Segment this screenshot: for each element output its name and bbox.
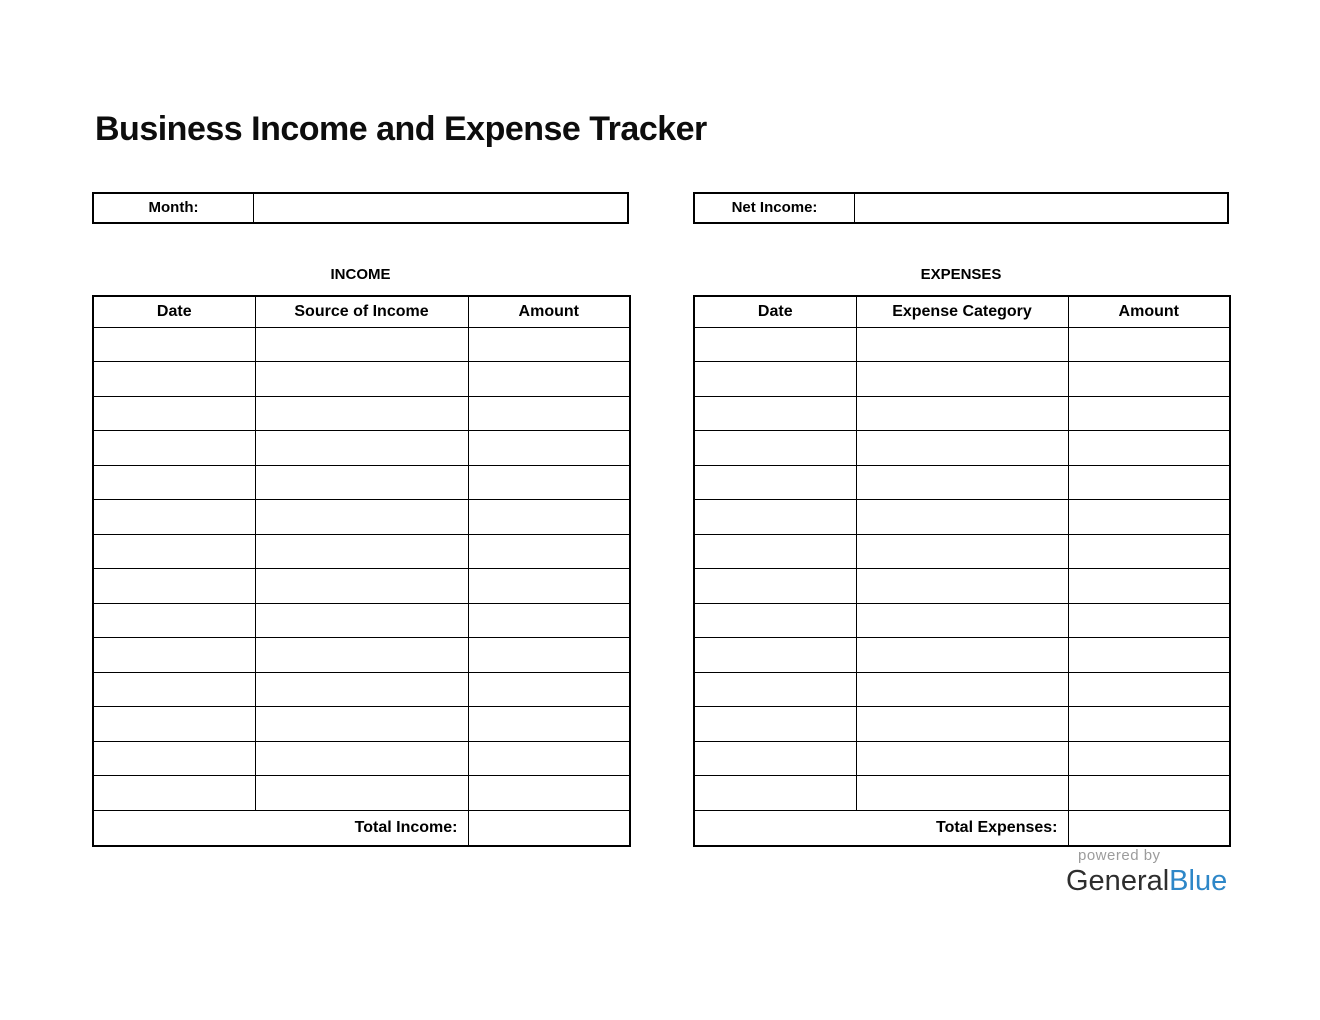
empty-cell[interactable] xyxy=(694,362,856,397)
empty-cell[interactable] xyxy=(856,672,1068,707)
empty-cell[interactable] xyxy=(93,465,255,500)
table-row xyxy=(93,672,630,707)
income-col-date: Date xyxy=(93,296,255,327)
empty-cell[interactable] xyxy=(468,327,630,362)
net-income-value-cell[interactable] xyxy=(855,194,1227,222)
table-row xyxy=(694,431,1230,466)
empty-cell[interactable] xyxy=(255,776,468,811)
table-row xyxy=(694,327,1230,362)
empty-cell[interactable] xyxy=(694,396,856,431)
table-row xyxy=(694,534,1230,569)
net-income-label: Net Income: xyxy=(695,194,855,222)
table-row xyxy=(93,362,630,397)
empty-cell[interactable] xyxy=(856,603,1068,638)
empty-cell[interactable] xyxy=(856,741,1068,776)
empty-cell[interactable] xyxy=(856,707,1068,742)
empty-cell[interactable] xyxy=(856,500,1068,535)
empty-cell[interactable] xyxy=(1068,707,1230,742)
empty-cell[interactable] xyxy=(694,707,856,742)
empty-cell[interactable] xyxy=(93,776,255,811)
empty-cell[interactable] xyxy=(255,672,468,707)
expenses-table xyxy=(693,295,1231,847)
expenses-section-title: EXPENSES xyxy=(920,266,1002,283)
expenses-total-row xyxy=(694,810,1230,846)
month-value-cell[interactable] xyxy=(254,194,627,222)
empty-cell[interactable] xyxy=(93,569,255,604)
expenses-col-date: Date xyxy=(694,296,856,327)
footer-brand xyxy=(1066,847,1228,897)
empty-cell[interactable] xyxy=(694,638,856,673)
expenses-table-body xyxy=(694,327,1230,810)
empty-cell[interactable] xyxy=(255,362,468,397)
empty-cell[interactable] xyxy=(255,465,468,500)
table-row xyxy=(93,741,630,776)
empty-cell[interactable] xyxy=(1068,431,1230,466)
empty-cell[interactable] xyxy=(856,396,1068,431)
empty-cell[interactable] xyxy=(694,431,856,466)
empty-cell[interactable] xyxy=(1068,534,1230,569)
empty-cell[interactable] xyxy=(468,362,630,397)
empty-cell[interactable] xyxy=(468,534,630,569)
empty-cell[interactable] xyxy=(1068,327,1230,362)
empty-cell[interactable] xyxy=(93,672,255,707)
table-row xyxy=(93,465,630,500)
table-row xyxy=(93,603,630,638)
expenses-col-amount: Amount xyxy=(1068,296,1230,327)
empty-cell[interactable] xyxy=(694,603,856,638)
empty-cell[interactable] xyxy=(1068,672,1230,707)
empty-cell[interactable] xyxy=(856,776,1068,811)
empty-cell[interactable] xyxy=(468,603,630,638)
empty-cell[interactable] xyxy=(1068,500,1230,535)
empty-cell[interactable] xyxy=(255,741,468,776)
empty-cell[interactable] xyxy=(468,396,630,431)
expenses-header-row xyxy=(694,296,1230,327)
empty-cell[interactable] xyxy=(468,741,630,776)
month-field-box xyxy=(92,192,629,224)
empty-cell[interactable] xyxy=(468,431,630,466)
empty-cell[interactable] xyxy=(93,396,255,431)
empty-cell[interactable] xyxy=(255,603,468,638)
table-row xyxy=(694,707,1230,742)
empty-cell[interactable] xyxy=(694,500,856,535)
empty-cell[interactable] xyxy=(468,569,630,604)
brand-logo-general: General xyxy=(1066,865,1170,897)
empty-cell[interactable] xyxy=(93,431,255,466)
empty-cell[interactable] xyxy=(694,776,856,811)
empty-cell[interactable] xyxy=(1068,362,1230,397)
empty-cell[interactable] xyxy=(255,534,468,569)
empty-cell[interactable] xyxy=(93,327,255,362)
table-row xyxy=(694,603,1230,638)
empty-cell[interactable] xyxy=(856,534,1068,569)
empty-cell[interactable] xyxy=(856,431,1068,466)
table-row xyxy=(93,707,630,742)
income-col-amount: Amount xyxy=(468,296,630,327)
empty-cell[interactable] xyxy=(93,638,255,673)
income-header-row xyxy=(93,296,630,327)
income-total-label: Total Income: xyxy=(93,810,468,846)
empty-cell[interactable] xyxy=(468,672,630,707)
empty-cell[interactable] xyxy=(93,707,255,742)
empty-cell[interactable] xyxy=(856,638,1068,673)
empty-cell[interactable] xyxy=(856,327,1068,362)
empty-cell[interactable] xyxy=(1068,776,1230,811)
table-row xyxy=(694,776,1230,811)
table-row xyxy=(694,638,1230,673)
income-table-body xyxy=(93,327,630,810)
empty-cell[interactable] xyxy=(694,534,856,569)
brand-logo xyxy=(1066,865,1228,897)
table-row xyxy=(694,500,1230,535)
income-col-source: Source of Income xyxy=(255,296,468,327)
month-label: Month: xyxy=(94,194,254,222)
empty-cell[interactable] xyxy=(255,327,468,362)
empty-cell[interactable] xyxy=(468,638,630,673)
brand-logo-blue: Blue xyxy=(1169,865,1228,897)
empty-cell[interactable] xyxy=(255,431,468,466)
net-income-field-box xyxy=(693,192,1229,224)
table-row xyxy=(694,672,1230,707)
empty-cell[interactable] xyxy=(694,569,856,604)
empty-cell[interactable] xyxy=(856,362,1068,397)
table-row xyxy=(93,327,630,362)
empty-cell[interactable] xyxy=(93,534,255,569)
income-total-row xyxy=(93,810,630,846)
empty-cell[interactable] xyxy=(255,707,468,742)
table-row xyxy=(93,638,630,673)
empty-cell[interactable] xyxy=(468,776,630,811)
table-row xyxy=(93,569,630,604)
empty-cell[interactable] xyxy=(1068,638,1230,673)
empty-cell[interactable] xyxy=(694,465,856,500)
income-section-title: INCOME xyxy=(330,266,391,283)
expenses-total-label: Total Expenses: xyxy=(694,810,1068,846)
empty-cell[interactable] xyxy=(468,465,630,500)
empty-cell[interactable] xyxy=(255,569,468,604)
income-table xyxy=(92,295,631,847)
empty-cell[interactable] xyxy=(694,741,856,776)
table-row xyxy=(93,534,630,569)
empty-cell[interactable] xyxy=(694,327,856,362)
table-row xyxy=(93,776,630,811)
empty-cell[interactable] xyxy=(468,707,630,742)
empty-cell[interactable] xyxy=(255,396,468,431)
empty-cell[interactable] xyxy=(1068,396,1230,431)
table-row xyxy=(694,741,1230,776)
table-row xyxy=(93,431,630,466)
empty-cell[interactable] xyxy=(1068,465,1230,500)
empty-cell[interactable] xyxy=(1068,741,1230,776)
empty-cell[interactable] xyxy=(93,603,255,638)
expenses-total-value-cell[interactable] xyxy=(1068,810,1230,846)
empty-cell[interactable] xyxy=(93,500,255,535)
empty-cell[interactable] xyxy=(1068,569,1230,604)
table-row xyxy=(694,569,1230,604)
empty-cell[interactable] xyxy=(255,638,468,673)
income-total-value-cell[interactable] xyxy=(468,810,630,846)
empty-cell[interactable] xyxy=(694,672,856,707)
empty-cell[interactable] xyxy=(1068,603,1230,638)
powered-by-text: powered by xyxy=(1078,847,1161,864)
table-row xyxy=(93,396,630,431)
empty-cell[interactable] xyxy=(856,465,1068,500)
table-row xyxy=(694,396,1230,431)
table-row xyxy=(93,500,630,535)
empty-cell[interactable] xyxy=(93,741,255,776)
empty-cell[interactable] xyxy=(93,362,255,397)
table-row xyxy=(694,362,1230,397)
expenses-col-category: Expense Category xyxy=(856,296,1068,327)
table-row xyxy=(694,465,1230,500)
empty-cell[interactable] xyxy=(856,569,1068,604)
page-title: Business Income and Expense Tracker xyxy=(95,110,707,148)
empty-cell[interactable] xyxy=(468,500,630,535)
empty-cell[interactable] xyxy=(255,500,468,535)
